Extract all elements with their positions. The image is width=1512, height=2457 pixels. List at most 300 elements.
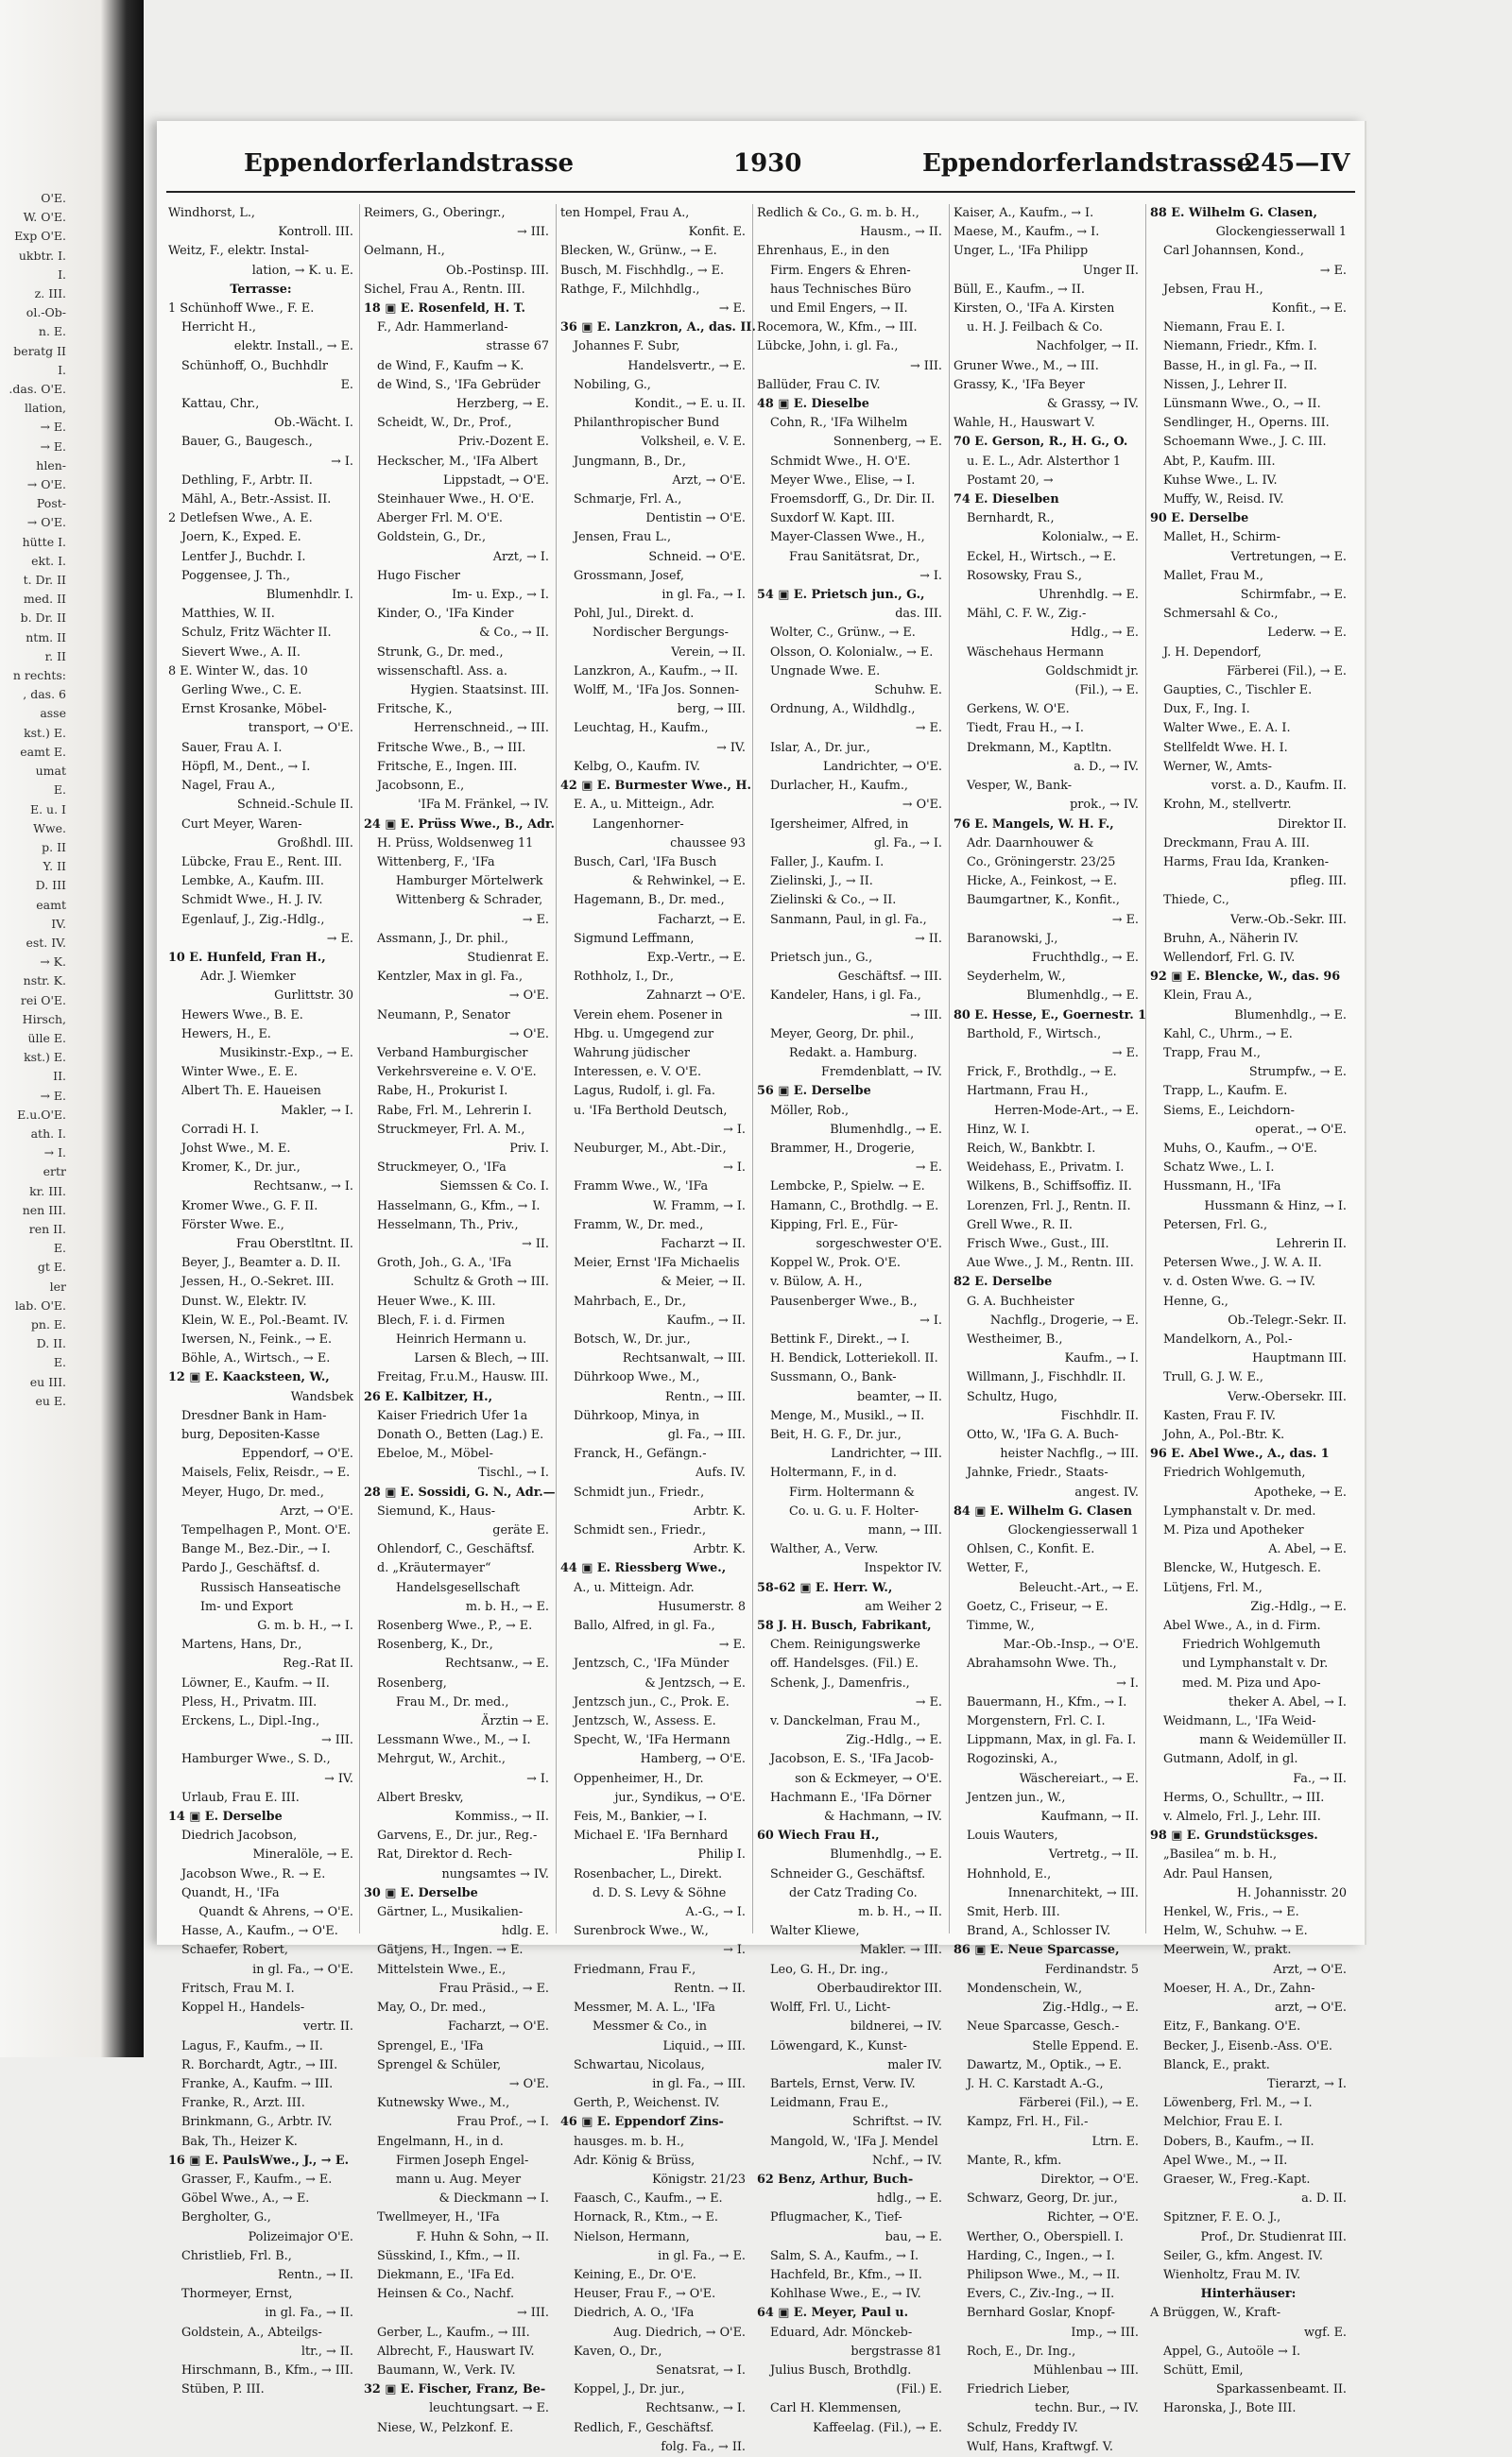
directory-entry: techn. Bur., → IV. (1035, 2401, 1139, 2416)
directory-entry: de Wind, S., 'IFa Gebrüder (377, 377, 541, 392)
directory-entry: Rocemora, W., Kfm., → III. (757, 320, 918, 335)
directory-entry: Bange M., Bez.-Dir., → I. (181, 1542, 331, 1557)
directory-entry: Trull, G. J. W. E., (1163, 1370, 1263, 1385)
house-number-entry: 58-62 ▣ E. Herr. W., (757, 1580, 893, 1595)
directory-entry: Suxdorf W. Kapt. III. (770, 511, 895, 526)
directory-entry: Lessmann Wwe., M., → I. (377, 1733, 531, 1748)
directory-entry: Meyer Wwe., Elise, → I. (770, 472, 916, 488)
directory-entry: Sichel, Frau A., Rentn. III. (364, 282, 525, 297)
house-number-entry: 30 ▣ E. Derselbe (364, 1885, 478, 1900)
directory-entry: Ltrn. E. (1091, 2134, 1139, 2149)
directory-entry: Jensen, Frau L., (574, 530, 672, 545)
column-4 (752, 204, 946, 2435)
directory-entry: de Wind, F., Kaufm → K. (377, 358, 524, 373)
directory-entry: sorgeschwester O'E. (816, 1236, 942, 1251)
directory-entry: Jahnke, Friedr., Staats- (967, 1466, 1108, 1481)
directory-entry: Kuhse Wwe., L. IV. (1163, 472, 1278, 488)
gutter-line: ülle E. (27, 1030, 66, 1045)
directory-entry: Kutnewsky Wwe., M., (377, 2096, 510, 2111)
directory-entry: Mähl, C. F. W., Zig.- (967, 607, 1087, 622)
directory-entry: Zig.-Hdlg., → E. (1042, 2001, 1139, 2016)
directory-entry: Lagus, F., Kaufm., → II. (181, 2038, 323, 2053)
directory-entry: Ballüder, Frau C. IV. (757, 377, 881, 392)
directory-entry: Kinder, O., 'IFa Kinder (377, 607, 514, 622)
directory-entry: → I. (526, 1771, 549, 1786)
directory-entry: Senatsrat, → I. (656, 2362, 746, 2378)
directory-entry: A.-G., → I. (685, 1905, 746, 1920)
directory-entry: Landrichter, → O'E. (823, 759, 942, 774)
directory-entry: Messmer, M. A. L., 'IFa (574, 2001, 715, 2016)
directory-entry: Blumenhdlg., → E. (830, 1122, 942, 1137)
directory-entry: Exp.-Vertr., → E. (646, 950, 746, 965)
directory-entry: Rabe, Frl. M., Lehrerin I. (377, 1103, 532, 1118)
directory-entry: Schwarz, Georg, Dr. jur., (967, 2191, 1118, 2207)
directory-entry: Gurlittstr. 30 (274, 988, 353, 1004)
directory-entry: Hirschmann, B., Kfm., → III. (181, 2362, 353, 2378)
directory-entry: Fritsche, E., Ingen. III. (377, 759, 518, 774)
directory-entry: Brammer, H., Drogerie, (770, 1141, 915, 1156)
directory-entry: Fa., → II. (1293, 1771, 1347, 1786)
directory-entry: Krohn, M., stellvertr. (1163, 798, 1292, 813)
directory-entry: Gerkens, W. O'E. (967, 702, 1070, 717)
gutter-line: → K. (40, 954, 66, 970)
directory-entry: Eckel, H., Wirtsch., → E. (967, 549, 1117, 564)
directory-entry: Werner, W., Amts- (1163, 759, 1272, 774)
directory-entry: Rechtsanw., → I. (253, 1179, 353, 1194)
directory-entry: Oelmann, H., (364, 244, 445, 259)
directory-entry: Färberei (Fil.), → E. (1227, 663, 1347, 679)
directory-entry: W. Framm, → I. (653, 1198, 746, 1213)
directory-entry: E. A., u. Mitteign., Adr. (574, 798, 715, 813)
directory-entry: Schmidt Wwe., H. O'E. (770, 454, 911, 469)
directory-entry: Oppenheimer, H., Dr. (574, 1771, 704, 1786)
directory-entry: Kaufm., → I. (1064, 1351, 1139, 1366)
directory-entry: in gl. Fa., → E. (658, 2248, 746, 2263)
gutter-line: r. II (44, 648, 66, 663)
directory-entry: v. d. Osten Wwe. G. → IV. (1163, 1275, 1315, 1290)
directory-entry: Urlaub, Frau E. III. (181, 1790, 300, 1805)
directory-entry: Niemann, Friedr., Kfm. I. (1163, 339, 1317, 354)
directory-entry: Wienholtz, Frau M. IV. (1163, 2267, 1301, 2282)
directory-entry: Arzt, → O'E. (672, 472, 746, 488)
directory-entry: A Brüggen, W., Kraft- (1150, 2306, 1281, 2321)
directory-entry: Uhrenhdlg. → E. (1038, 588, 1139, 603)
directory-entry: Bauermann, H., Kfm., → I. (967, 1694, 1127, 1710)
directory-entry: → III. (516, 225, 549, 240)
directory-entry: Schneider G., Geschäftsf. (770, 1866, 926, 1881)
directory-entry: → I. (723, 1122, 746, 1137)
directory-entry: Schirmfabr., → E. (1240, 588, 1347, 603)
directory-entry: → E. (718, 301, 746, 317)
directory-entry: Handelsvertr., → E. (627, 358, 746, 373)
directory-entry: u. 'IFa Berthold Deutsch, (574, 1103, 728, 1118)
directory-entry: Schmidt jun., Friedr., (574, 1485, 705, 1500)
directory-entry: Wittenberg & Schrader, (396, 893, 543, 908)
gutter-line: ol.-Ob- (26, 305, 66, 320)
directory-entry: Interessen, e. V. O'E. (574, 1065, 702, 1080)
directory-entry: → E. (915, 1694, 942, 1710)
directory-entry: Maisels, Felix, Reisdr., → E. (181, 1466, 351, 1481)
directory-entry: Kampz, Frl. H., Fil.- (967, 2115, 1089, 2130)
directory-entry: Kolonialw., → E. (1041, 530, 1139, 545)
gutter-line: t. Dr. II (23, 573, 66, 588)
directory-entry: Volksheil, e. V. E. (641, 435, 746, 450)
house-number-entry: 76 E. Mangels, W. H. F., (954, 816, 1114, 832)
house-number-entry: 44 ▣ E. Riessberg Wwe., (560, 1561, 727, 1576)
directory-entry: Blumenhdlg., → E. (1026, 988, 1139, 1004)
directory-entry: Goetz, C., Friseur, → E. (967, 1599, 1108, 1614)
directory-entry: Mangold, W., 'IFa J. Mendel (770, 2134, 938, 2149)
directory-entry: Hewers, H., E. (181, 1026, 271, 1041)
directory-entry: Martens, Hans, Dr., (181, 1638, 302, 1653)
directory-entry: Reg.-Rat II. (283, 1657, 353, 1672)
directory-entry: Schmersahl & Co., (1163, 607, 1279, 622)
directory-entry: d. „Kräutermayer“ (377, 1561, 491, 1576)
directory-entry: Heuser, Frau F., → O'E. (574, 2287, 716, 2302)
directory-entry: Cohn, R., 'IFa Wilhelm (770, 416, 908, 431)
directory-entry: der Catz Trading Co. (789, 1885, 918, 1900)
directory-entry: Neumann, P., Senator (377, 1007, 510, 1022)
gutter-line: z. III. (34, 286, 66, 301)
directory-entry: Garvens, E., Dr. jur., Reg.- (377, 1829, 538, 1844)
directory-entry: Gruner Wwe., M., → III. (954, 358, 1099, 373)
directory-entry: Framm Wwe., W., 'IFa (574, 1179, 709, 1194)
directory-entry: Bauer, G., Baugesch., (181, 435, 313, 450)
directory-entry: Koppel, J., Dr. jur., (574, 2382, 685, 2397)
directory-entry: Firm. Holtermann & (789, 1485, 915, 1500)
directory-entry: (Fil.), → E. (1074, 683, 1139, 698)
directory-entry: 8 E. Winter W., das. 10 (168, 663, 308, 679)
directory-entry: Förster Wwe. E., (181, 1217, 284, 1232)
directory-entry: Vesper, W., Bank- (967, 779, 1073, 794)
house-number-entry: 86 ▣ E. Neue Sparcasse, (954, 1943, 1120, 1958)
directory-entry: Im- und Export (200, 1599, 294, 1614)
directory-entry: Ob.-Telegr.-Sekr. II. (1228, 1313, 1347, 1328)
gutter-line: p. II (42, 839, 66, 854)
gutter-line: ren II. (28, 1221, 66, 1236)
directory-entry: Ohlendorf, C., Geschäftsf. (377, 1542, 535, 1557)
header-rule (166, 191, 1355, 193)
directory-entry: A., u. Mitteign. Adr. (574, 1580, 695, 1595)
directory-entry: Abt, P., Kaufm. III. (1163, 454, 1276, 469)
directory-entry: Eduard, Adr. Mönckeb- (770, 2325, 913, 2340)
directory-entry: Niemann, Frau E. I. (1163, 320, 1285, 335)
directory-entry: Mandelkorn, A., Pol.- (1163, 1332, 1293, 1347)
directory-entry: Böhle, A., Wirtsch., → E. (181, 1351, 331, 1366)
directory-entry: Frau Prof., → I. (456, 2115, 549, 2130)
directory-entry: Kirsten, O., 'IFa A. Kirsten (954, 301, 1115, 317)
directory-entry: → E. (915, 1160, 942, 1176)
directory-entry: Rosenberg, K., Dr., (377, 1638, 493, 1653)
column-2 (359, 204, 556, 2435)
directory-entry: → O'E. (508, 988, 549, 1004)
directory-entry: Mante, R., kfm. (967, 2153, 1062, 2168)
directory-entry: Seiler, G., kfm. Angest. IV. (1163, 2248, 1323, 2263)
house-number-entry: 18 ▣ E. Rosenfeld, H. T. (364, 301, 525, 317)
directory-entry: Makler. → III. (859, 1943, 942, 1958)
gutter-line: I. (58, 362, 66, 377)
directory-entry: Großhdl. III. (277, 835, 353, 850)
gutter-line: E. (53, 1241, 66, 1256)
directory-entry: Nobiling, G., (574, 377, 651, 392)
directory-entry: Priv.-Dozent E. (457, 435, 549, 450)
directory-entry: folg. Fa., → II. (661, 2439, 746, 2454)
house-number-entry: 92 ▣ E. Blencke, W., das. 96 (1150, 970, 1341, 985)
directory-entry: Verband Hamburgischer (377, 1045, 528, 1060)
directory-entry: Herricht H., (181, 320, 256, 335)
gutter-line: pn. E. (30, 1316, 66, 1332)
directory-entry: → II. (522, 1236, 549, 1251)
gutter-line: eu E. (35, 1393, 66, 1408)
directory-entry: Mittelstein Wwe., E., (377, 1962, 507, 1977)
directory-entry: Salm, S. A., Kaufm., → I. (770, 2248, 919, 2263)
directory-entry: → III. (320, 1733, 353, 1748)
directory-entry: Nachfolger, → II. (1036, 339, 1139, 354)
directory-entry: v. Almelo, Frl. J., Lehr. III. (1163, 1810, 1321, 1825)
directory-entry: Adr. König & Brüss, (574, 2153, 696, 2168)
directory-entry: Sussmann, O., Bank- (770, 1370, 897, 1385)
directory-entry: Faller, J., Kaufm. I. (770, 854, 885, 869)
directory-entry: Bartels, Ernst, Verw. IV. (770, 2076, 916, 2091)
directory-entry: Baumgartner, K., Konfit., (967, 893, 1120, 908)
directory-entry: Frau Sanitätsrat, Dr., (789, 549, 920, 564)
directory-entry: Mühlenbau → III. (1033, 2362, 1139, 2378)
directory-entry: J. H. Dependorf, (1163, 644, 1262, 660)
directory-entry: Arzt, → O'E. (1273, 1962, 1347, 1977)
directory-entry: Dührkoop Wwe., M., (574, 1370, 700, 1385)
directory-entry: Ob.-Wächt. I. (274, 416, 353, 431)
directory-entry: Lentfer J., Buchdr. I. (181, 549, 306, 564)
directory-entry: Grassy, K., 'IFa Beyer (954, 377, 1085, 392)
directory-entry: Firm. Engers & Ehren- (770, 263, 911, 278)
directory-entry: Studienrat E. (467, 950, 549, 965)
house-number-entry: 80 E. Hesse, E., Goernestr. 1 (954, 1007, 1147, 1022)
directory-entry: Im- u. Exp., → I. (452, 588, 549, 603)
directory-entry: Roch, E., Dr. Ing., (967, 2344, 1076, 2359)
directory-entry: bergstrasse 81 (850, 2344, 942, 2359)
directory-entry: Glockengiesserwall 1 (1215, 225, 1347, 240)
directory-entry: Musikinstr.-Exp., → E. (218, 1045, 353, 1060)
directory-entry: → II. (915, 931, 942, 946)
directory-entry: F. Huhn & Sohn, → II. (416, 2229, 549, 2244)
house-number-entry: 96 E. Abel Wwe., A., das. 1 (1150, 1447, 1330, 1462)
directory-entry: haus Technisches Büro (770, 282, 912, 297)
directory-entry: Larsen & Blech, → III. (414, 1351, 549, 1366)
directory-entry: Barthold, F., Wirtsch., (967, 1026, 1102, 1041)
directory-entry: Reimers, G., Oberingr., (364, 206, 506, 220)
directory-entry: Jacobson Wwe., R. → E. (181, 1866, 326, 1881)
gutter-line: gt E. (37, 1260, 66, 1275)
directory-entry: Wahle, H., Hauswart V. (954, 416, 1095, 431)
directory-entry: Hohnhold, E., (967, 1866, 1052, 1881)
directory-entry: beamter, → II. (856, 1389, 942, 1404)
directory-entry: Christlieb, Frl. B., (181, 2248, 292, 2263)
house-number-entry: 14 ▣ E. Derselbe (168, 1810, 283, 1825)
directory-entry: Schriftst. → IV. (851, 2115, 942, 2130)
directory-entry: Rechtsanwalt, → III. (622, 1351, 746, 1366)
directory-entry: Königstr. 21/23 (652, 2172, 746, 2187)
directory-entry: Schenk, J., Damenfris., (770, 1675, 910, 1691)
directory-entry: → E. (1111, 912, 1139, 927)
directory-entry: Igersheimer, Alfred, in (770, 816, 909, 832)
directory-entry: Schwartau, Nicolaus, (574, 2057, 705, 2072)
directory-entry: Busch, Carl, 'IFa Busch (574, 854, 717, 869)
gutter-line: → O'E. (26, 515, 66, 530)
directory-entry: Kaufmann, → II. (1040, 1810, 1139, 1825)
directory-entry: Lippmann, Max, in gl. Fa. I. (967, 1733, 1137, 1748)
directory-entry: Morgenstern, Frl. C. I. (967, 1714, 1106, 1729)
directory-entry: Kandeler, Hans, i gl. Fa., (770, 988, 921, 1004)
gutter-line: beratg II (13, 343, 66, 358)
directory-entry: Liquid., → III. (662, 2038, 746, 2053)
directory-entry: Durlacher, H., Kaufm., (770, 779, 908, 794)
directory-entry: Lanzkron, A., Kaufm., → II. (574, 663, 738, 679)
directory-entry: Arzt, → I. (492, 549, 549, 564)
directory-entry: Ehrenhaus, E., in den (757, 244, 890, 259)
gutter-line: Wwe. (33, 820, 66, 835)
column-1 (168, 204, 357, 2397)
directory-entry: geräte E. (492, 1523, 549, 1538)
gutter-line: ertr (43, 1164, 66, 1179)
directory-entry: Sigmund Leffmann, (574, 931, 695, 946)
directory-entry: Spitzner, F. E. O. J., (1163, 2210, 1281, 2225)
directory-entry: Seyderhelm, W., (967, 970, 1066, 985)
directory-entry: theker A. Abel, → I. (1228, 1694, 1347, 1710)
directory-entry: Friedmann, Frau F., (574, 1962, 696, 1977)
directory-entry: operat., → O'E. (1255, 1122, 1347, 1137)
directory-entry: Eppendorf, → O'E. (241, 1447, 353, 1462)
directory-entry: Ohlsen, C., Konfit. E. (967, 1542, 1095, 1557)
directory-entry: Facharzt, → E. (657, 912, 746, 927)
directory-entry: Hicke, A., Feinkost, → E. (967, 874, 1117, 889)
directory-entry: Westheimer, B., (967, 1332, 1063, 1347)
directory-entry: → IV. (716, 740, 746, 755)
directory-entry: Faasch, C., Kaufm., → E. (574, 2191, 723, 2207)
page-number: 245—IV (1244, 149, 1350, 178)
directory-entry: Jentzsch jun., C., Prok. E. (574, 1694, 730, 1710)
directory-entry: Kasten, Frau F. IV. (1163, 1408, 1276, 1423)
gutter-line: est. IV. (26, 935, 66, 950)
directory-entry: Möller, Rob., (770, 1103, 850, 1118)
directory-entry: Fischhdlr. II. (1060, 1408, 1139, 1423)
directory-entry: Verw.-Obersekr. III. (1228, 1389, 1347, 1404)
directory-entry: Schulz, Freddy IV. (967, 2420, 1078, 2435)
directory-entry: Harding, C., Ingen., → I. (967, 2248, 1115, 2263)
directory-entry: Ebeloe, M., Möbel- (377, 1447, 493, 1462)
gutter-line: ath. I. (30, 1125, 66, 1141)
directory-entry: Hartmann, Frau H., (967, 1084, 1089, 1099)
directory-entry: Petersen, Frl. G., (1163, 1217, 1268, 1232)
directory-entry: May, O., Dr. med., (377, 2001, 487, 2016)
directory-entry: Blumenhdlr. I. (266, 588, 353, 603)
gutter-line: kst.) E. (24, 1050, 66, 1065)
directory-entry: Schneid.-Schule II. (237, 798, 353, 813)
directory-entry: Bak, Th., Heizer K. (181, 2134, 298, 2149)
directory-entry: Kelbg, O., Kaufm. IV. (574, 759, 700, 774)
directory-entry: Mondenschein, W., (967, 1981, 1083, 1996)
directory-entry: Verein ehem. Posener in (574, 1007, 723, 1022)
directory-entry: Busch, M. Fischhdlg., → E. (560, 263, 725, 278)
directory-entry: Wetter, F., (967, 1561, 1029, 1576)
directory-entry: Adr. J. Wiemker (200, 970, 296, 985)
directory-entry: (Fil.) E. (896, 2382, 942, 2397)
directory-entry: Islar, A., Dr. jur., (770, 740, 870, 755)
directory-entry: Pohl, Jul., Direkt. d. (574, 607, 695, 622)
gutter-line: IV. (51, 916, 66, 931)
previous-page-text (0, 189, 66, 1966)
directory-entry: Egenlauf, J., Zig.-Hdlg., (181, 912, 325, 927)
directory-entry: Engelmann, H., in d. (377, 2134, 504, 2149)
directory-entry: G. m. b. H., → I. (257, 1619, 353, 1634)
directory-entry: Diedrich Jacobson, (181, 1829, 298, 1844)
directory-entry: Tiedt, Frau H., → I. (967, 721, 1084, 736)
directory-entry: Jebsen, Frau H., (1163, 282, 1263, 297)
directory-entry: elektr. Install., → E. (233, 339, 353, 354)
directory-entry: Süsskind, I., Kfm., → II. (377, 2248, 521, 2263)
directory-entry: Fritsche Wwe., B., → III. (377, 740, 526, 755)
directory-entry: Firmen Joseph Engel- (396, 2153, 529, 2168)
directory-entry: Rentn., → II. (277, 2267, 353, 2282)
directory-entry: Herren-Mode-Art., → E. (994, 1103, 1139, 1118)
directory-entry: Twellmeyer, H., 'IFa (377, 2210, 500, 2225)
directory-entry: → E. (326, 931, 353, 946)
directory-entry: Brinkmann, G., Arbtr. IV. (181, 2115, 333, 2130)
directory-entry: Rentn., → III. (664, 1389, 746, 1404)
directory-entry: Graeser, W., Freg.-Kapt. (1163, 2172, 1311, 2187)
directory-entry: Rechtsanw., → I. (645, 2401, 746, 2416)
directory-entry: Husumerstr. 8 (658, 1599, 746, 1614)
house-number-entry: 16 ▣ E. PaulsWwe., J., → E. (168, 2153, 350, 2168)
directory-entry: → I. (723, 1943, 746, 1958)
directory-entry: Basse, H., in gl. Fa., → II. (1163, 358, 1317, 373)
gutter-line: nen III. (22, 1202, 66, 1217)
directory-entry: Blencke, W., Hutgesch. E. (1163, 1561, 1321, 1576)
directory-entry: und Lymphanstalt v. Dr. (1182, 1657, 1329, 1672)
directory-entry: Schmidt sen., Friedr., (574, 1523, 707, 1538)
directory-entry: Lorenzen, Frl. J., Rentn. II. (967, 1198, 1131, 1213)
directory-entry: Co., Gröningerstr. 23/25 (967, 854, 1116, 869)
directory-entry: am Weiher 2 (865, 1599, 942, 1614)
directory-entry: bildnerei, → IV. (850, 2019, 942, 2035)
street-title-right: Eppendorferlandstrasse (922, 149, 1253, 178)
house-number-entry: 12 ▣ E. Kaacksteen, W., (168, 1370, 330, 1385)
directory-entry: & Meier, → II. (661, 1275, 746, 1290)
directory-entry: Lippstadt, → O'E. (443, 472, 549, 488)
house-number-entry: 36 ▣ E. Lanzkron, A., das. II. (560, 320, 756, 335)
directory-entry: Gaupties, C., Tischler E. (1163, 683, 1313, 698)
directory-entry: Muhs, O., Kaufm., → O'E. (1163, 1141, 1317, 1156)
directory-entry: Blanck, E., prakt. (1163, 2057, 1270, 2072)
directory-entry: u. H. J. Feilbach & Co. (967, 320, 1103, 335)
directory-entry: Kontroll. III. (278, 225, 353, 240)
directory-entry: Franke, R., Arzt. III. (181, 2096, 305, 2111)
directory-entry: Nordischer Bergungs- (593, 626, 729, 641)
directory-entry: Schoemann Wwe., J. C. III. (1163, 435, 1327, 450)
directory-entry: arzt, → O'E. (1275, 2001, 1347, 2016)
section-heading: Hinterhäuser: (1200, 2287, 1297, 2302)
house-number-entry: 70 E. Gerson, R., H. G., O. (954, 435, 1128, 450)
directory-entry: Sprengel & Schüler, (377, 2057, 502, 2072)
directory-entry: Prof., Dr. Studienrat III. (1200, 2229, 1347, 2244)
directory-entry: Dethling, F., Arbtr. II. (181, 472, 313, 488)
directory-entry: mann, → III. (868, 1523, 942, 1538)
directory-entry: Appel, G., Autoöle → I. (1163, 2344, 1301, 2359)
directory-entry: Mähl, A., Betr.-Assist. II. (181, 492, 332, 507)
directory-entry: Mallet, Frau M., (1163, 568, 1263, 583)
directory-entry: Meyer, Georg, Dr. phil., (770, 1026, 915, 1041)
directory-entry: Goldstein, A., Abteilgs- (181, 2325, 322, 2340)
directory-entry: Schulz, Fritz Wächter II. (181, 626, 332, 641)
